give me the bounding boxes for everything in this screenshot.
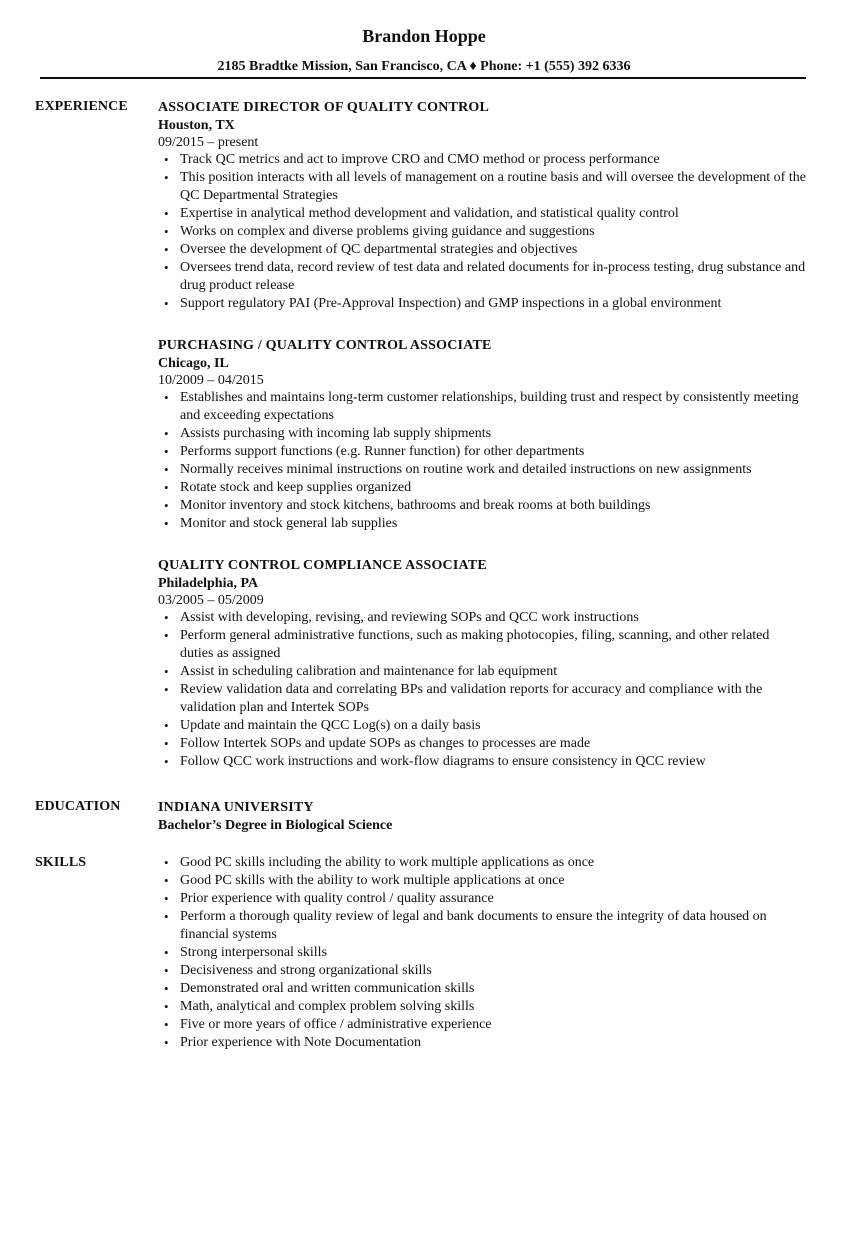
job-duties-list [158,389,818,533]
list-item: • Track QC metrics and act to improve CRO and CMO method or process performance [158,151,806,169]
list-item: • Follow QCC work instructions and work-flow diagrams to ensure consistency in QCC review [158,753,806,771]
list-item: • Five or more years of office / administrative experience [158,1016,806,1034]
job-title: ASSOCIATE DIRECTOR OF QUALITY CONTROL [158,100,490,115]
education-heading: EDUCATION [35,799,121,814]
list-item: • Good PC skills with the ability to work multiple applications at once [158,872,806,890]
job-duties-list [158,151,818,313]
skills-entry [158,854,818,1052]
education-entry [158,799,818,835]
list-item: • Oversees trend data, record review of test data and related documents for in-process testing, drug substance and drug product release [158,259,806,295]
job-dates: 09/2015 – present [158,135,259,150]
job-entry [158,557,818,771]
list-item: • Follow Intertek SOPs and update SOPs as changes to processes are made [158,735,806,753]
list-item: • Decisiveness and strong organizational skills [158,962,806,980]
candidate-name: Brandon Hoppe [362,26,486,46]
list-item: • Monitor and stock general lab supplies [158,515,806,533]
job-entry [158,337,818,533]
list-item: • Update and maintain the QCC Log(s) on a daily basis [158,717,806,735]
skills-list [158,854,818,1052]
list-item: • Strong interpersonal skills [158,944,806,962]
job-location: Houston, TX [158,118,235,133]
list-item: • Prior experience with Note Documentation [158,1034,806,1052]
list-item: • Rotate stock and keep supplies organized [158,479,806,497]
list-item: • Expertise in analytical method development and validation, and statistical quality control [158,205,806,223]
job-title: QUALITY CONTROL COMPLIANCE ASSOCIATE [158,558,487,573]
job-location: Philadelphia, PA [158,576,259,591]
job-entry [158,99,818,313]
list-item: • Good PC skills including the ability to work multiple applications as once [158,854,806,872]
contact-line: 2185 Bradtke Mission, San Francisco, CA ♦ Phone: +1 (555) 392 6336 [217,59,631,74]
job-dates: 03/2005 – 05/2009 [158,593,264,608]
list-item: • Support regulatory PAI (Pre-Approval Inspection) and GMP inspections in a global environment [158,295,806,313]
list-item: • Normally receives minimal instructions on routine work and detailed instructions on new assignments [158,461,806,479]
list-item: • Perform general administrative functions, such as making photocopies, filing, scanning, and other related duties as assigned [158,627,806,663]
degree: Bachelor’s Degree in Biological Science [158,818,393,833]
job-location: Chicago, IL [158,356,229,371]
list-item: • Works on complex and diverse problems giving guidance and suggestions [158,223,806,241]
list-item: • This position interacts with all levels of management on a routine basis and will oversee the development of the QC Departmental Strategies [158,169,806,205]
list-item: • Perform a thorough quality review of legal and bank documents to ensure the integrity of data housed on financial systems [158,908,806,944]
list-item: • Prior experience with quality control / quality assurance [158,890,806,908]
list-item: • Assist with developing, revising, and reviewing SOPs and QCC work instructions [158,609,806,627]
job-duties-list [158,609,818,771]
list-item: • Assist in scheduling calibration and maintenance for lab equipment [158,663,806,681]
list-item: • Math, analytical and complex problem solving skills [158,998,806,1016]
experience-heading: EXPERIENCE [35,99,128,114]
list-item: • Establishes and maintains long-term customer relationships, building trust and respect by consistently meeting and exceeding expectations [158,389,806,425]
list-item: • Oversee the development of QC departmental strategies and objectives [158,241,806,259]
list-item: • Assists purchasing with incoming lab supply shipments [158,425,806,443]
skills-heading: SKILLS [35,855,87,870]
list-item: • Demonstrated oral and written communication skills [158,980,806,998]
list-item: • Monitor inventory and stock kitchens, bathrooms and break rooms at both buildings [158,497,806,515]
job-title: PURCHASING / QUALITY CONTROL ASSOCIATE [158,338,492,353]
header-divider [40,77,806,79]
school-name: INDIANA UNIVERSITY [158,800,314,815]
list-item: • Performs support functions (e.g. Runner function) for other departments [158,443,806,461]
list-item: • Review validation data and correlating BPs and validation reports for accuracy and compliance with the validation plan and Intertek SOPs [158,681,806,717]
job-dates: 10/2009 – 04/2015 [158,373,264,388]
